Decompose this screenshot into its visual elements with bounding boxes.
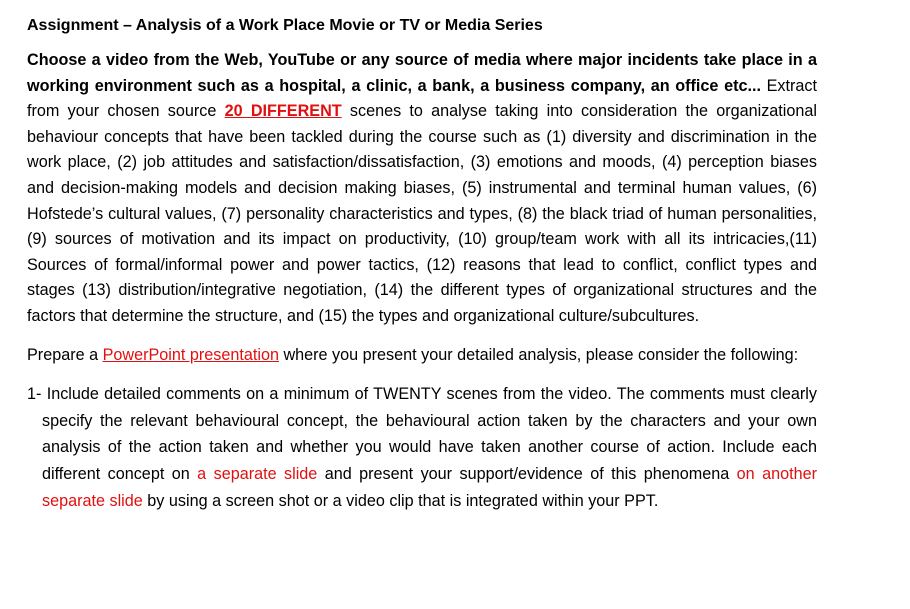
item1-part3: by using a screen shot or a video clip that is integrated within your PPT. bbox=[142, 491, 659, 510]
powerpoint-link[interactable]: PowerPoint presentation bbox=[102, 345, 279, 364]
intro-bold-text: Choose a video from the Web, YouTube or any source of media where major incidents take place in a working environment such as a hospital, a clinic, a bank, a business company, an office etc... bbox=[27, 51, 817, 95]
document-page bbox=[27, 14, 817, 514]
item1-red-separate-slide: a separate slide bbox=[197, 464, 318, 483]
list-item-1 bbox=[27, 381, 817, 514]
intro-paragraph bbox=[27, 48, 817, 330]
intro-highlight: 20 DIFFERENT bbox=[224, 102, 342, 121]
item1-part2: and present your support/evidence of this phenomena bbox=[317, 464, 737, 483]
prepare-text-before: Prepare a bbox=[27, 345, 103, 364]
prepare-text-after: where you present your detailed analysis, please consider the following: bbox=[278, 345, 799, 364]
item1-red-another-slide: on another separate slide bbox=[42, 464, 817, 510]
intro-text-after-highlight: scenes to analyse taking into consideration the organizational behaviour concepts that have been tackled during the course such as (1) diversity and discrimination in the work place, (2) job attitudes and satisfaction/dissatisfaction, (3) emotions and moods, (4) perception biases and decision-making models and decision making biases, (5) instrumental and terminal human values, (6) Hofstede’s cultural values, (7) personality characteristics and types, (8) the black triad of human personalities, (9) sources of motivation and its impact on productivity, (10) group/team work with all its intricacies,(11) Sources of formal/informal power and power tactics, (12) reasons that lead to conflict, conflict types and stages (13) distribution/integrative negotiation, (14) the different types of organizational structures and the factors that determine the structure, and (15) the types and organizational culture/subcultures. bbox=[27, 102, 817, 325]
list-item-number: 1- bbox=[27, 385, 42, 404]
item1-part1: Include detailed comments on a minimum of TWENTY scenes from the video. The comments must clearly specify the relevant behavioural concept, the behavioural action taken by the characters and your own analysis of the action taken and whether you would have taken another course of action. Include each different concept on bbox=[41, 385, 817, 483]
prepare-paragraph bbox=[27, 343, 817, 369]
assignment-title: Assignment – Analysis of a Work Place Movie or TV or Media Series bbox=[27, 17, 543, 34]
intro-text-before-highlight: Extract from your chosen source bbox=[27, 76, 817, 121]
